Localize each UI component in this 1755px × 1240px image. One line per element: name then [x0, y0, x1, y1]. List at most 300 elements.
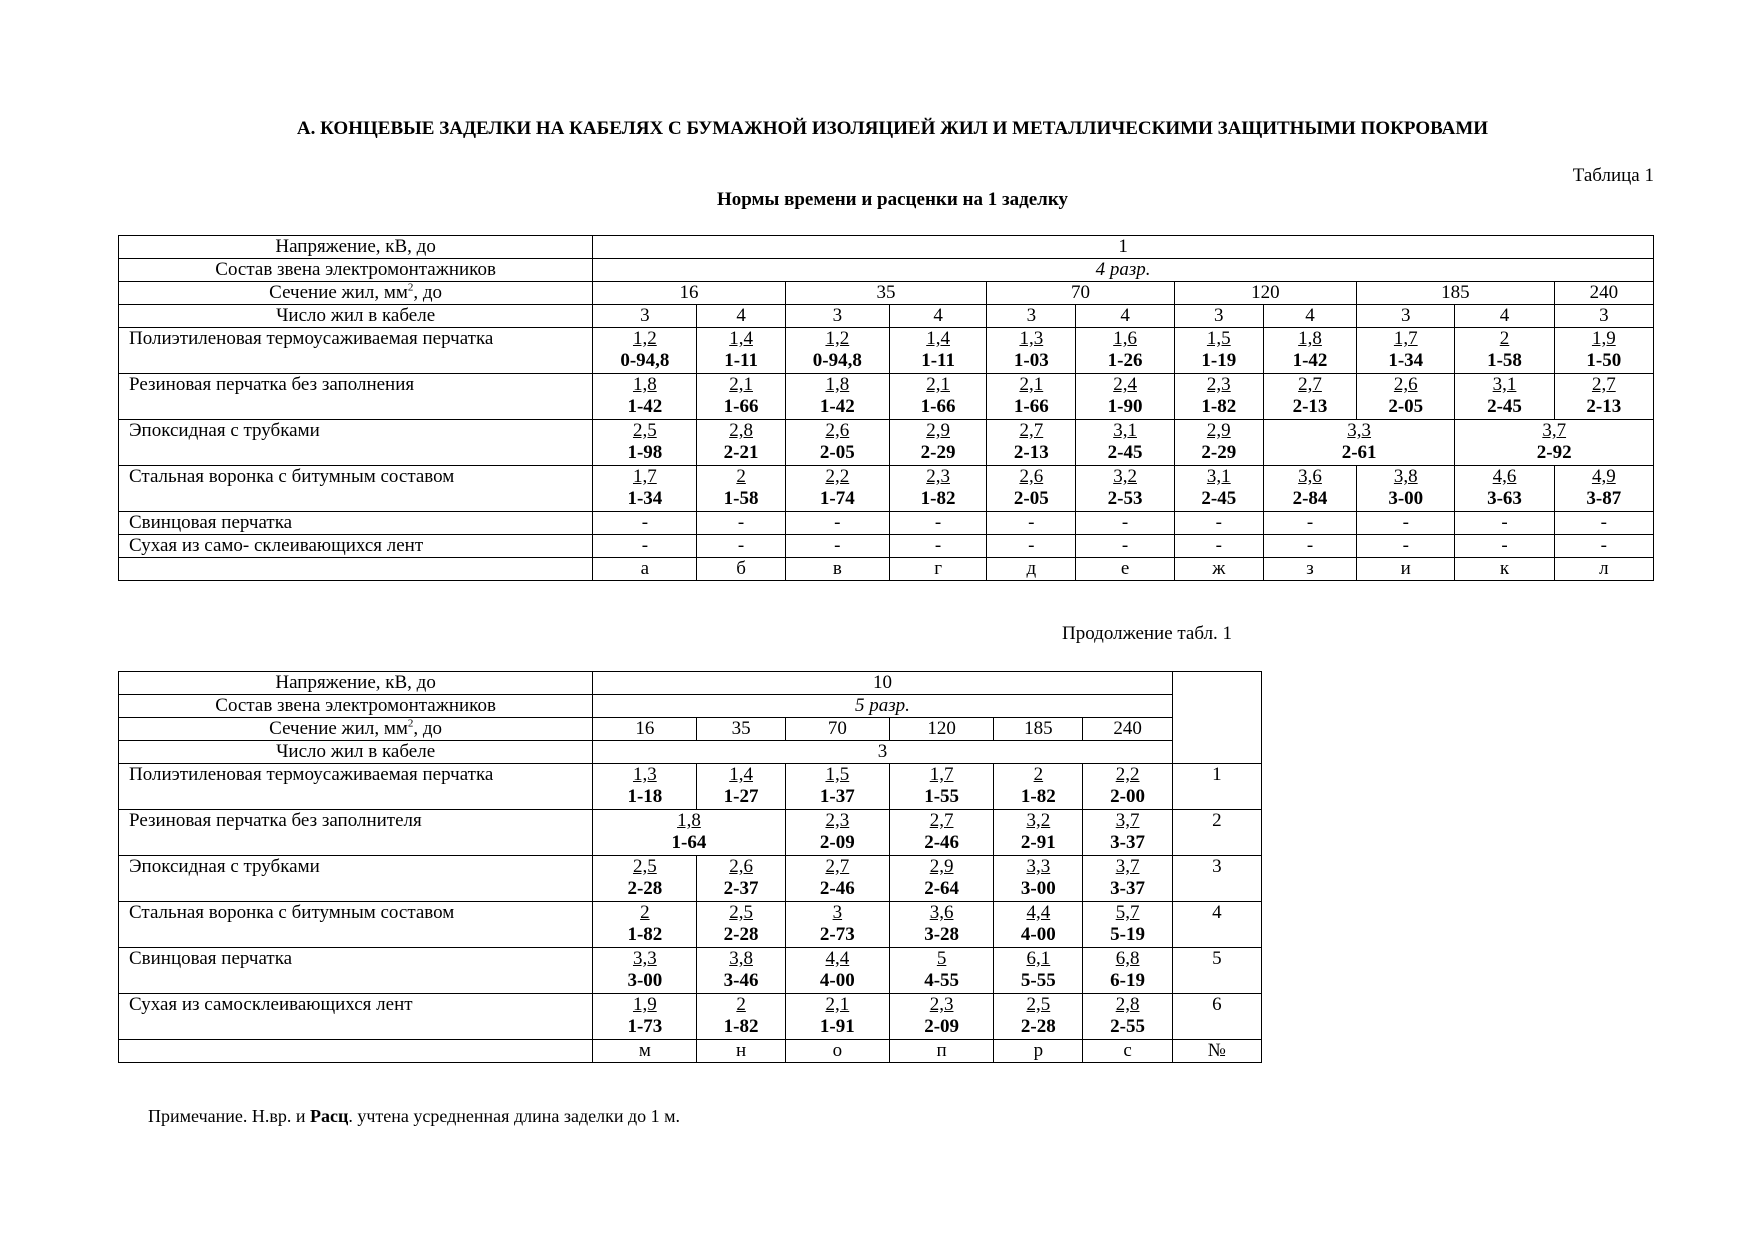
- empty-value-dash: -: [593, 535, 697, 558]
- column-letter: н: [697, 1040, 785, 1063]
- row-name: Сухая из самосклеивающихся лент: [119, 994, 593, 1040]
- empty-value-dash: -: [987, 512, 1076, 535]
- cores-value: 4: [1076, 305, 1174, 328]
- norm-cell: [593, 994, 697, 1040]
- norm-cell: [889, 466, 986, 512]
- time-norm: 2,5: [632, 856, 657, 877]
- time-norm: 1,3: [632, 764, 657, 785]
- section-value: 35: [697, 718, 785, 741]
- rate-price: 3-46: [723, 970, 759, 991]
- rate-price: 3-00: [627, 970, 663, 991]
- norm-cell: [697, 856, 785, 902]
- cores-row: [119, 305, 1654, 328]
- time-norm: 1,7: [929, 764, 954, 785]
- time-norm: 2,1: [926, 374, 950, 395]
- norm-cell: [593, 328, 697, 374]
- norm-cell: [1083, 948, 1172, 994]
- rate-price: 2-21: [723, 442, 759, 463]
- voltage-label: Напряжение, кВ, до: [119, 672, 593, 695]
- time-norm: 2: [640, 902, 650, 923]
- crew-value: 5 разр.: [593, 695, 1172, 718]
- section-value: 120: [1174, 282, 1356, 305]
- time-norm: 2,3: [926, 466, 950, 487]
- empty-value-dash: -: [785, 535, 889, 558]
- rate-price: 2-28: [1020, 1016, 1056, 1037]
- time-norm: 2,7: [1019, 420, 1044, 441]
- table-row: [119, 856, 1262, 902]
- rate-price: 1-19: [1201, 350, 1237, 371]
- empty-value-dash: -: [1554, 512, 1653, 535]
- rate-price: 2-37: [723, 878, 759, 899]
- section-value: 70: [785, 718, 889, 741]
- time-norm: 3,7: [1115, 856, 1140, 877]
- norm-cell: [1455, 374, 1554, 420]
- norm-cell: [697, 994, 785, 1040]
- time-norm: 3,7: [1115, 810, 1140, 831]
- time-norm: 2,7: [1298, 374, 1322, 395]
- time-norm: 3,2: [1026, 810, 1051, 831]
- continuation-label: Продолжение табл. 1: [1062, 623, 1233, 644]
- row-number: 2: [1172, 810, 1261, 856]
- section-row: [119, 718, 1262, 741]
- norm-cell: [593, 466, 697, 512]
- time-norm: 1,9: [1591, 328, 1616, 349]
- row-number: 6: [1172, 994, 1261, 1040]
- time-norm: 1,4: [926, 328, 950, 349]
- time-norm: 3,1: [1492, 374, 1517, 395]
- rate-price: 2-45: [1487, 396, 1522, 417]
- empty-value-dash: -: [1076, 512, 1174, 535]
- rate-price: 2-09: [924, 1016, 960, 1037]
- section-value: 240: [1554, 282, 1653, 305]
- rate-price: 3-00: [1388, 488, 1424, 509]
- time-norm: 6,8: [1115, 948, 1140, 969]
- table-row: [119, 512, 1654, 535]
- norm-cell: [785, 810, 889, 856]
- empty-value-dash: -: [1174, 535, 1263, 558]
- empty-value-dash: -: [1357, 512, 1455, 535]
- rate-price: 2-28: [627, 878, 663, 899]
- norm-cell: [593, 948, 697, 994]
- norm-cell: [994, 856, 1083, 902]
- rate-price: 3-00: [1020, 878, 1056, 899]
- voltage-value: 1: [593, 236, 1654, 259]
- section-value: 16: [593, 282, 785, 305]
- crew-label: Состав звена электромонтажников: [119, 695, 593, 718]
- voltage-label: Напряжение, кВ, до: [119, 236, 593, 259]
- table-row: [119, 374, 1654, 420]
- crew-label: Состав звена электромонтажников: [119, 259, 593, 282]
- rate-price: 1-82: [1201, 396, 1237, 417]
- column-letter: п: [889, 1040, 993, 1063]
- rate-price: 1-82: [1020, 786, 1056, 807]
- time-norm: 3,3: [1026, 856, 1051, 877]
- norm-cell: [987, 374, 1076, 420]
- empty-value-dash: -: [1357, 535, 1455, 558]
- column-letter: в: [785, 558, 889, 581]
- cores-value: 4: [1455, 305, 1554, 328]
- column-letter: г: [889, 558, 986, 581]
- norm-cell: [785, 420, 889, 466]
- norm-cell: [1076, 466, 1174, 512]
- rate-price: 2-13: [1013, 442, 1049, 463]
- time-norm: 2,3: [1206, 374, 1231, 395]
- row-number: 3: [1172, 856, 1261, 902]
- time-norm: 1,5: [825, 764, 850, 785]
- rate-price: 1-66: [723, 396, 759, 417]
- rate-price: 1-27: [723, 786, 759, 807]
- rate-price: 2-46: [819, 878, 855, 899]
- time-norm: 5,7: [1115, 902, 1140, 923]
- norm-cell: [889, 856, 993, 902]
- norm-cell: [593, 856, 697, 902]
- time-norm: 2: [736, 466, 746, 487]
- time-norm: 2,9: [1206, 420, 1231, 441]
- rate-price: 5-19: [1110, 924, 1145, 945]
- section-value: 240: [1083, 718, 1172, 741]
- empty-value-dash: -: [1263, 535, 1356, 558]
- norm-cell: [785, 466, 889, 512]
- time-norm: 2,1: [825, 994, 850, 1015]
- time-norm: 2,6: [825, 420, 850, 441]
- time-norm: 6,1: [1026, 948, 1051, 969]
- norm-cell: [1263, 466, 1356, 512]
- rate-price: 1-11: [724, 350, 758, 371]
- rate-price: 1-98: [627, 442, 663, 463]
- time-norm: 2,4: [1113, 374, 1137, 395]
- row-name: Стальная воронка с битумным составом: [119, 466, 593, 512]
- rate-price: 1-34: [627, 488, 663, 509]
- empty-value-dash: -: [1554, 535, 1653, 558]
- cores-value: 4: [697, 305, 785, 328]
- empty-cell: [119, 558, 593, 581]
- norm-cell: [889, 420, 986, 466]
- rate-price: 5-55: [1020, 970, 1056, 991]
- document-title: А. КОНЦЕВЫЕ ЗАДЕЛКИ НА КАБЕЛЯХ С БУМАЖНОЙ ИЗОЛЯЦИЕЙ ЖИЛ И МЕТАЛЛИЧЕСКИМИ ЗАЩИТНЫМИ ПОКРОВАМИ: [296, 118, 1489, 139]
- column-letter: ж: [1174, 558, 1263, 581]
- time-norm: 2: [1033, 764, 1044, 785]
- time-norm: 3,3: [1347, 420, 1372, 441]
- empty-cell: [119, 1040, 593, 1063]
- time-norm: 5: [936, 948, 947, 969]
- table-subtitle: Нормы времени и расценки на 1 заделку: [717, 189, 1068, 210]
- norm-cell: [994, 810, 1083, 856]
- norm-cell: [1455, 466, 1554, 512]
- rate-price: 2-46: [924, 832, 960, 853]
- norm-cell: [1083, 764, 1172, 810]
- norm-cell: [593, 902, 697, 948]
- rate-price: 2-92: [1536, 442, 1572, 463]
- row-name: Сухая из само- склеивающихся лент: [119, 535, 593, 558]
- time-norm: 1,6: [1113, 328, 1137, 349]
- norm-cell: [889, 948, 993, 994]
- rate-price: 0-94,8: [620, 350, 670, 371]
- time-norm: 1,8: [1298, 328, 1322, 349]
- row-name: Полиэтиленовая термоусаживаемая перчатка: [119, 764, 593, 810]
- norm-cell: [785, 328, 889, 374]
- rate-price: 2-64: [924, 878, 960, 899]
- norm-cell: [1263, 328, 1356, 374]
- rate-price: 2-05: [1013, 488, 1049, 509]
- time-norm: 1,7: [632, 466, 657, 487]
- norm-cell: [593, 374, 697, 420]
- time-norm: 3,1: [1206, 466, 1231, 487]
- time-norm: 2,3: [929, 994, 954, 1015]
- norm-cell: [889, 994, 993, 1040]
- norm-cell: [1076, 374, 1174, 420]
- column-letter: о: [785, 1040, 889, 1063]
- cores-label: Число жил в кабеле: [119, 305, 593, 328]
- norm-cell: [697, 374, 785, 420]
- norm-cell: [1083, 810, 1172, 856]
- norm-cell: [889, 810, 993, 856]
- norm-cell: [889, 764, 993, 810]
- rate-price: 1-58: [1487, 350, 1522, 371]
- rate-price: 1-74: [819, 488, 855, 509]
- rate-price: 2-09: [819, 832, 855, 853]
- time-norm: 2,6: [1393, 374, 1418, 395]
- section-label: Сечение жил, $мм^2$, до: [119, 718, 593, 741]
- time-norm: 1,8: [632, 374, 657, 395]
- rate-price: 1-55: [924, 786, 960, 807]
- time-norm: 2: [736, 994, 746, 1015]
- column-letter: и: [1357, 558, 1455, 581]
- time-norm: 1,9: [632, 994, 657, 1015]
- norm-cell: [1357, 466, 1455, 512]
- rate-price: 2-05: [819, 442, 855, 463]
- time-norm: 2,3: [825, 810, 850, 831]
- row-name: Свинцовая перчатка: [119, 512, 593, 535]
- section-value: 185: [1357, 282, 1555, 305]
- norm-cell: [785, 764, 889, 810]
- norm-cell: [593, 810, 785, 856]
- table-row: [119, 535, 1654, 558]
- rate-price: 2-55: [1110, 1016, 1145, 1037]
- row-number: 1: [1172, 764, 1261, 810]
- norm-cell: [697, 902, 785, 948]
- norm-cell: [1554, 374, 1653, 420]
- norm-cell: [889, 328, 986, 374]
- time-norm: 3,1: [1113, 420, 1137, 441]
- norm-cell: [593, 764, 697, 810]
- cores-value: 3: [987, 305, 1076, 328]
- rate-price: 1-82: [627, 924, 663, 945]
- time-norm: 1,8: [825, 374, 850, 395]
- row-number: 4: [1172, 902, 1261, 948]
- row-name: Свинцовая перчатка: [119, 948, 593, 994]
- column-letter: с: [1083, 1040, 1172, 1063]
- rate-price: 1-42: [1292, 350, 1328, 371]
- time-norm: 2,7: [929, 810, 954, 831]
- norm-cell: [1174, 374, 1263, 420]
- norm-cell: [1083, 994, 1172, 1040]
- rate-price: 2-91: [1020, 832, 1056, 853]
- empty-value-dash: -: [1263, 512, 1356, 535]
- empty-value-dash: -: [1455, 535, 1554, 558]
- rate-price: 1-18: [627, 786, 663, 807]
- column-letter: л: [1554, 558, 1653, 581]
- time-norm: 3,6: [1298, 466, 1322, 487]
- norms-table-10kv: [118, 671, 1262, 1063]
- norm-cell: [1174, 466, 1263, 512]
- time-norm: 4,9: [1591, 466, 1616, 487]
- time-norm: 2,5: [1026, 994, 1051, 1015]
- number-header-empty: [1172, 672, 1261, 764]
- time-norm: 1,2: [825, 328, 850, 349]
- cores-value: 3: [1554, 305, 1653, 328]
- section-value: 120: [889, 718, 993, 741]
- empty-value-dash: -: [1174, 512, 1263, 535]
- time-norm: 2,2: [825, 466, 850, 487]
- time-norm: 3,8: [729, 948, 753, 969]
- norms-table-1kv: [118, 235, 1654, 581]
- norm-cell: [785, 374, 889, 420]
- rate-price: 1-66: [920, 396, 956, 417]
- rate-price: 1-82: [723, 1016, 759, 1037]
- norm-cell: [987, 328, 1076, 374]
- norm-cell: [593, 420, 697, 466]
- time-norm: 1,8: [677, 810, 701, 831]
- norm-cell: [1083, 856, 1172, 902]
- rate-price: 2-05: [1388, 396, 1424, 417]
- cores-row: [119, 741, 1262, 764]
- cores-value: 3: [1357, 305, 1455, 328]
- time-norm: 3,6: [929, 902, 954, 923]
- norm-cell: [1076, 328, 1174, 374]
- column-letter: р: [994, 1040, 1083, 1063]
- rate-price: 1-34: [1388, 350, 1424, 371]
- rate-price: 2-13: [1292, 396, 1328, 417]
- cores-value: 3: [785, 305, 889, 328]
- norm-cell: [994, 994, 1083, 1040]
- time-norm: 2,1: [729, 374, 753, 395]
- norm-cell: [987, 420, 1076, 466]
- section-value: 16: [593, 718, 697, 741]
- time-norm: 1,4: [729, 328, 753, 349]
- footnote: Примечание. Н.вр. и Расц. учтена усредненная длина заделки до 1 м.: [148, 1106, 680, 1126]
- time-norm: 1,4: [729, 764, 753, 785]
- time-norm: 2,2: [1115, 764, 1140, 785]
- rate-price: 4-00: [1020, 924, 1056, 945]
- norm-cell: [785, 994, 889, 1040]
- empty-value-dash: -: [1455, 512, 1554, 535]
- rate-price: 1-50: [1586, 350, 1622, 371]
- norm-cell: [889, 902, 993, 948]
- norm-cell: [1076, 420, 1174, 466]
- time-norm: 2,5: [632, 420, 657, 441]
- time-norm: 3: [832, 902, 843, 923]
- rate-price: 1-58: [723, 488, 759, 509]
- norm-cell: [1174, 420, 1263, 466]
- rate-price: 2-84: [1292, 488, 1328, 509]
- time-norm: 2,7: [1591, 374, 1616, 395]
- row-name: Полиэтиленовая термоусаживаемая перчатка: [119, 328, 593, 374]
- norm-cell: [889, 374, 986, 420]
- norm-cell: [1263, 420, 1454, 466]
- section-row: [119, 282, 1654, 305]
- rate-price: 3-37: [1110, 832, 1145, 853]
- row-name: Стальная воронка с битумным составом: [119, 902, 593, 948]
- voltage-value: 10: [593, 672, 1172, 695]
- cores-value: 3: [593, 305, 697, 328]
- rate-price: 1-66: [1013, 396, 1049, 417]
- empty-value-dash: -: [785, 512, 889, 535]
- norm-cell: [1174, 328, 1263, 374]
- rate-price: 2-61: [1341, 442, 1377, 463]
- column-letter: б: [697, 558, 785, 581]
- rate-price: 1-26: [1107, 350, 1143, 371]
- table-row: [119, 328, 1654, 374]
- time-norm: 1,2: [632, 328, 657, 349]
- time-norm: 2,7: [825, 856, 850, 877]
- time-norm: 2,1: [1019, 374, 1044, 395]
- row-number: 5: [1172, 948, 1261, 994]
- norm-cell: [697, 764, 785, 810]
- empty-value-dash: -: [889, 512, 986, 535]
- cores-label: Число жил в кабеле: [119, 741, 593, 764]
- time-norm: 4,4: [1026, 902, 1051, 923]
- norm-cell: [1455, 328, 1554, 374]
- norm-cell: [994, 902, 1083, 948]
- column-letter: е: [1076, 558, 1174, 581]
- time-norm: 4,4: [825, 948, 850, 969]
- rate-price: 2-53: [1107, 488, 1143, 509]
- row-name: Резиновая перчатка без заполнителя: [119, 810, 593, 856]
- norm-cell: [697, 466, 785, 512]
- cores-value: 4: [1263, 305, 1356, 328]
- rate-price: 2-45: [1201, 488, 1237, 509]
- table-row: [119, 948, 1262, 994]
- norm-cell: [1263, 374, 1356, 420]
- time-norm: 1,7: [1393, 328, 1418, 349]
- rate-price: 2-29: [920, 442, 956, 463]
- cores-value: 3: [1174, 305, 1263, 328]
- rate-price: 1-82: [920, 488, 956, 509]
- time-norm: 1,3: [1019, 328, 1044, 349]
- norm-cell: [785, 902, 889, 948]
- row-name: Эпоксидная с трубками: [119, 420, 593, 466]
- column-letter: з: [1263, 558, 1356, 581]
- column-letter: м: [593, 1040, 697, 1063]
- time-norm: 3,3: [632, 948, 657, 969]
- table-number-label: Таблица 1: [1572, 165, 1654, 186]
- empty-value-dash: -: [987, 535, 1076, 558]
- section-value: 35: [785, 282, 987, 305]
- time-norm: 3,8: [1393, 466, 1418, 487]
- rate-price: 1-91: [819, 1016, 855, 1037]
- time-norm: 2,9: [926, 420, 950, 441]
- rate-price: 1-37: [819, 786, 855, 807]
- time-norm: 4,6: [1492, 466, 1517, 487]
- rate-price: 4-55: [924, 970, 960, 991]
- empty-value-dash: -: [593, 512, 697, 535]
- rate-price: 2-29: [1201, 442, 1237, 463]
- empty-value-dash: -: [1076, 535, 1174, 558]
- norm-cell: [994, 764, 1083, 810]
- row-name: Эпоксидная с трубками: [119, 856, 593, 902]
- empty-value-dash: -: [697, 535, 785, 558]
- norm-cell: [1554, 328, 1653, 374]
- rate-price: 3-63: [1487, 488, 1522, 509]
- rate-price: 1-64: [671, 832, 707, 853]
- column-letter: д: [987, 558, 1076, 581]
- rate-price: 1-03: [1013, 350, 1049, 371]
- rate-price: 3-28: [924, 924, 960, 945]
- rate-price: 2-45: [1107, 442, 1143, 463]
- time-norm: 2,6: [1019, 466, 1044, 487]
- norm-cell: [994, 948, 1083, 994]
- norm-cell: [1554, 466, 1653, 512]
